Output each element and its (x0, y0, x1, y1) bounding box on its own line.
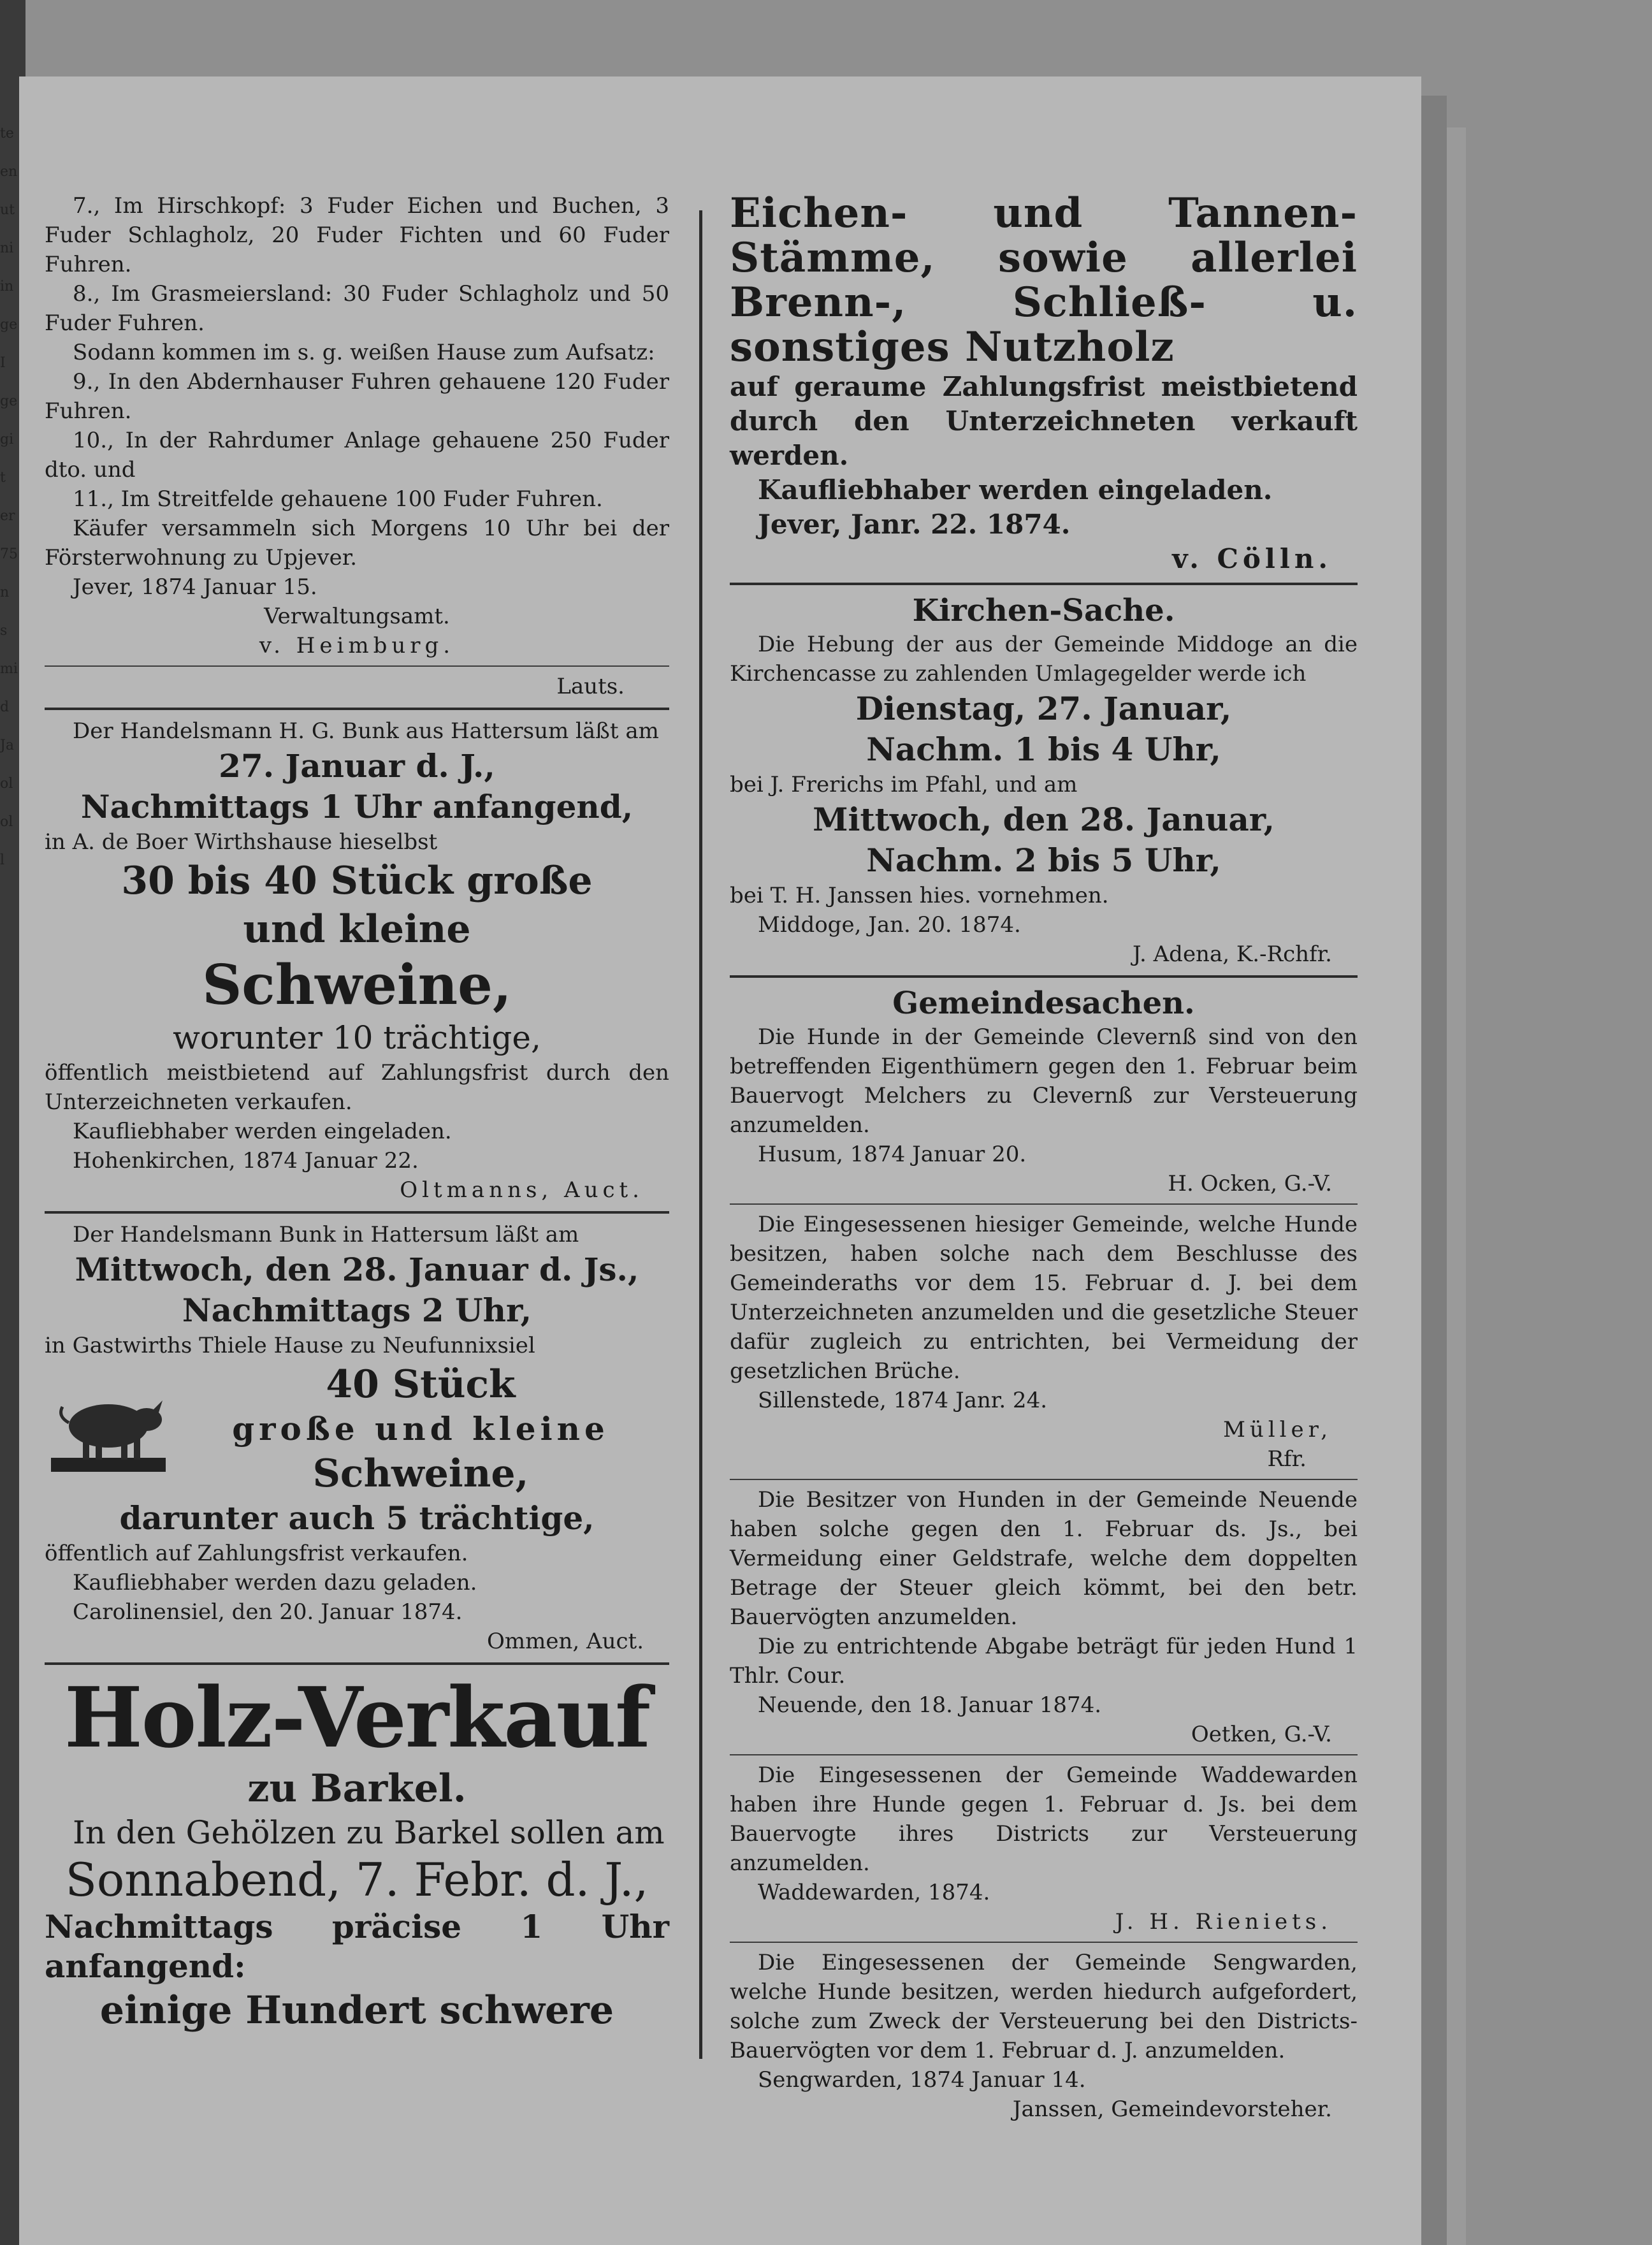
page-edge (1421, 96, 1447, 2245)
prev-page-fragment: in (0, 279, 14, 294)
pig-count: 30 bis 40 Stück große (121, 859, 593, 903)
place-date: Carolinensiel, den 20. Januar 1874. (73, 1599, 463, 1625)
right-column (730, 191, 1358, 2124)
prev-page-fragment: t (0, 470, 6, 486)
notice-body: Die Eingesessenen der Gemeinde Waddewarden haben ihre Hunde gegen 1. Februar d. Js. bei dem Bauervogte ihres Districts zur Versteuerung anzumelden. (730, 1762, 1358, 1876)
church-notice (730, 592, 1358, 969)
pig-auction-notice-1 (45, 716, 669, 1205)
prev-page-fragment: mi (0, 661, 18, 677)
pig-icon (45, 1381, 172, 1477)
pig-count: 40 Stück (326, 1362, 516, 1407)
church-date: Dienstag, 27. Januar, (855, 690, 1232, 727)
forest-item: 7., Im Hirschkopf: 3 Fuder Eichen und Buchen, 3 Fuder Schlagholz, 20 Fuder Fichten und 60 Fuder Fuhren. (45, 193, 669, 277)
signature: Oltmanns, Auct. (400, 1177, 644, 1203)
notice-body: Die Eingesessenen hiesiger Gemeinde, welche Hunde besitzen, haben solche nach dem Beschlusse des Gemeinderaths vor dem 15. Februar d. J. bei dem Unterzeichneten anzumelden und die gesetzliche Steuer dafür zugleich zu entrichten, bei Vermeidung der gesetzlichen Brüche. (730, 1212, 1358, 1384)
pig-heading: Schweine, (202, 953, 512, 1017)
forest-item: 10., In der Rahrdumer Anlage gehauene 250 Fuder dto. und (45, 428, 669, 483)
church-place: bei J. Frerichs im Pfahl, und am (730, 772, 1078, 797)
pig-subheading: worunter 10 trächtige, (173, 1019, 541, 1056)
auction-date: Mittwoch, den 28. Januar d. Js., (75, 1251, 639, 1288)
divider (730, 1754, 1358, 1755)
divider (45, 665, 669, 667)
signature: Müller, (1223, 1417, 1332, 1442)
prev-page-fragment: ni (0, 240, 14, 256)
prev-page-fragment: er (0, 508, 15, 524)
divider (45, 708, 669, 710)
place-date: Jever, 1874 Januar 15. (73, 574, 317, 600)
place-date: Sengwarden, 1874 Januar 14. (758, 2067, 1086, 2093)
forest-item: 11., Im Streitfelde gehauene 100 Fuder Fuhren. (73, 486, 603, 512)
prev-page-fragment: ol (0, 776, 13, 792)
forest-item: 9., In den Abdernhauser Fuhren gehauene 120 Fuder Fuhren. (45, 369, 669, 424)
prev-page-fragment: 75 (0, 546, 18, 562)
notice-body: öffentlich meistbietend auf Zahlungsfrist durch den Unterzeichneten verkaufen. (45, 1060, 669, 1115)
church-title: Kirchen-Sache. (912, 593, 1175, 628)
place-date: Neuende, den 18. Januar 1874. (758, 1692, 1102, 1718)
divider (730, 975, 1358, 978)
wood-body: auf geraume Zahlungsfrist meistbietend durch den Unterzeichneten verkauft werden. (730, 371, 1358, 471)
pig-kind: große und kleine (232, 1410, 609, 1448)
auction-time: Nachmittags 2 Uhr, (182, 1291, 532, 1329)
prev-page-fragment: ut (0, 202, 15, 218)
prev-page-fragment: l (0, 852, 5, 868)
wood-sale-time: Nachmittags präcise 1 Uhr anfangend: (45, 1908, 669, 1985)
pig-subheading: darunter auch 5 trächtige, (119, 1499, 595, 1537)
prev-page-fragment: ge (0, 393, 18, 409)
auction-place: in Gastwirths Thiele Hause zu Neufunnixsiel (45, 1333, 535, 1358)
notice-intro: Der Handelsmann H. G. Bunk aus Hattersum läßt am (73, 718, 659, 744)
church-date: Mittwoch, den 28. Januar, (813, 801, 1275, 838)
divider (730, 1479, 1358, 1480)
wood-sale-goods: einige Hundert schwere (99, 1988, 614, 2033)
wood-sale-title: Holz-Verkauf (64, 1669, 650, 1766)
prev-page-fragment: s (0, 623, 8, 639)
church-time: Nachm. 2 bis 5 Uhr, (866, 841, 1221, 879)
signature: J. H. Rieniets. (1115, 1909, 1332, 1935)
wood-sale-date: Sonnabend, 7. Febr. d. J., (65, 1853, 649, 1907)
prev-page-fragment: te (0, 126, 14, 142)
forest-item: 8., Im Grasmeiersland: 30 Fuder Schlagholz und 50 Fuder Fuhren. (45, 281, 669, 336)
church-body: Die Hebung der aus der Gemeinde Middoge an die Kirchencasse zu zahlenden Umlagegelder werde ich (730, 632, 1358, 687)
place-date: Husum, 1874 Januar 20. (758, 1142, 1027, 1167)
forest-auction-notice (45, 191, 669, 701)
signature: J. Adena, K.-Rchfr. (1133, 941, 1332, 967)
notice-body: Die Eingesessenen der Gemeinde Sengwarden, welche Hunde besitzen, werden hiedurch aufgefordert, solche zum Zweck der Versteuerung bei den Districts-Bauervögten vor dem 1. Februar d. J. anzumelden. (730, 1950, 1358, 2063)
page-edge-outer (1447, 127, 1466, 2245)
divider (730, 583, 1358, 585)
pig-heading: Schweine, (312, 1451, 529, 1496)
wood-sale-continuation (730, 191, 1358, 576)
auction-time: Nachmittags 1 Uhr anfangend, (80, 788, 634, 825)
prev-page-fragment: Ja (0, 737, 14, 753)
community-notices (730, 984, 1358, 2124)
divider (730, 1942, 1358, 1943)
note: Lauts. (556, 674, 625, 699)
church-place: bei T. H. Janssen hies. vornehmen. (730, 883, 1109, 908)
invite: Kaufliebhaber werden dazu geladen. (73, 1570, 477, 1595)
forest-intro: Sodann kommen im s. g. weißen Hause zum Aufsatz: (73, 340, 655, 365)
place-date: Middoge, Jan. 20. 1874. (758, 912, 1021, 938)
church-time: Nachm. 1 bis 4 Uhr, (866, 730, 1221, 768)
divider (45, 1211, 669, 1214)
auction-place: in A. de Boer Wirthshause hieselbst (45, 829, 438, 855)
wood-headline: Eichen- und Tannen-Stämme, sowie allerlei Brenn-, Schließ- u. sonstiges Nutzholz (730, 189, 1358, 371)
signature: v. Cölln. (1172, 543, 1332, 574)
prev-page-fragment: gi (0, 432, 14, 447)
place-date: Hohenkirchen, 1874 Januar 22. (73, 1148, 419, 1173)
prev-page-fragment: d (0, 699, 10, 715)
prev-page-fragment: en (0, 164, 18, 180)
prev-page-fragment: I (0, 355, 6, 371)
left-column (45, 191, 669, 2035)
pig-text-block (172, 1360, 669, 1498)
divider (730, 1203, 1358, 1205)
wood-sale-subtitle: zu Barkel. (247, 1766, 467, 1811)
community-title: Gemeindesachen. (892, 985, 1195, 1021)
place-date: Sillenstede, 1874 Janr. 24. (758, 1388, 1048, 1413)
place-date: Waddewarden, 1874. (758, 1880, 990, 1905)
notice-intro: Der Handelsmann Bunk in Hattersum läßt am (73, 1222, 579, 1247)
signature: v. Heimburg. (259, 633, 455, 658)
signature: Janssen, Gemeindevorsteher. (1012, 2096, 1332, 2122)
prev-page-fragment: n (0, 585, 10, 600)
prev-page-fragment: ge (0, 317, 18, 333)
signature-title: Rfr. (1267, 1446, 1307, 1472)
column-divider (699, 210, 702, 2059)
pig-kind: und kleine (243, 907, 471, 952)
place-date: Jever, Janr. 22. 1874. (758, 509, 1071, 540)
pig-illustration-row (45, 1360, 669, 1498)
auction-date: 27. Januar d. J., (219, 747, 495, 785)
notice-body: Die zu entrichtende Abgabe beträgt für jeden Hund 1 Thlr. Cour. (730, 1634, 1358, 1689)
forest-meeting: Käufer versammeln sich Morgens 10 Uhr bei der Försterwohnung zu Upjever. (45, 516, 669, 570)
invite: Kaufliebhaber werden eingeladen. (758, 474, 1273, 505)
signature: Oetken, G.-V. (1191, 1722, 1332, 1747)
notice-body: Die Besitzer von Hunden in der Gemeinde Neuende haben solche gegen den 1. Februar ds. Js., bei Vermeidung einer Geldstrafe, welche dem doppelten Betrage der Steuer gleich kömmt, bei den betr. Bauervögten anzumelden. (730, 1487, 1358, 1630)
notice-body: Die Hunde in der Gemeinde Clevernß sind von den betreffenden Eigenthümern gegen den 1. Februar beim Bauervogt Melchers zu Clevernß zur Versteuerung anzumelden. (730, 1024, 1358, 1138)
prev-page-fragment: ol (0, 814, 13, 830)
notice-body: öffentlich auf Zahlungsfrist verkaufen. (45, 1541, 468, 1566)
wood-sale-line: In den Gehölzen zu Barkel sollen am (73, 1814, 665, 1851)
pig-auction-notice-2 (45, 1220, 669, 1656)
previous-page-fragments (0, 115, 19, 2027)
invite: Kaufliebhaber werden eingeladen. (73, 1119, 452, 1144)
divider (45, 1662, 669, 1665)
wood-sale-notice (45, 1671, 669, 2035)
office-name: Verwaltungsamt. (264, 604, 450, 629)
signature: Ommen, Auct. (487, 1629, 644, 1654)
signature: H. Ocken, G.-V. (1168, 1171, 1332, 1196)
